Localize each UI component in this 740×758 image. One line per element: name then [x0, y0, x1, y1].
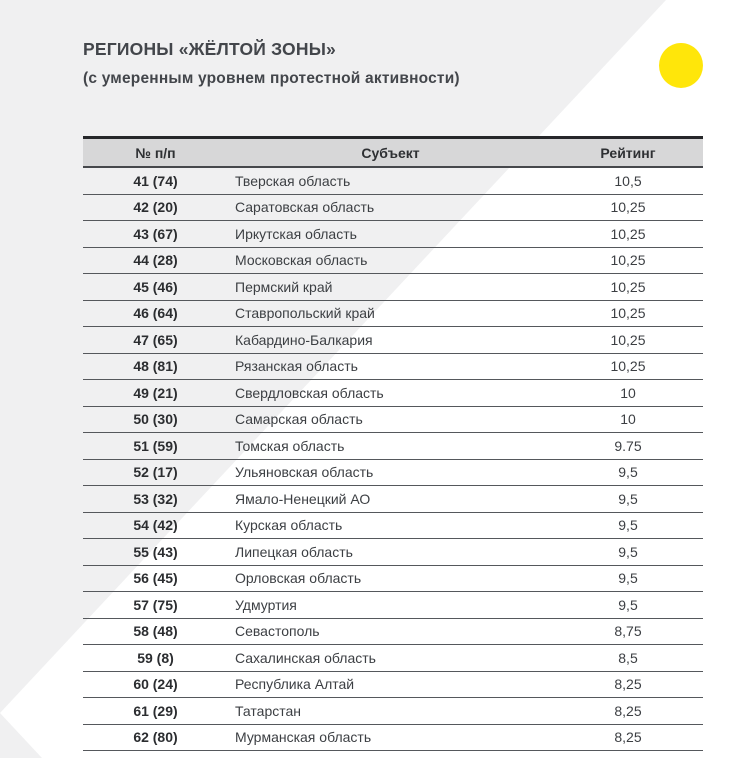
row-number-cell: 58 (48) — [133, 623, 178, 640]
subject-cell: Иркутская область — [235, 225, 357, 242]
row-number-cell: 59 (8) — [137, 649, 174, 666]
row-number-cell: 42 (20) — [133, 199, 178, 216]
table-row — [83, 566, 703, 593]
rating-cell: 10,25 — [610, 331, 646, 348]
table-row — [83, 327, 703, 354]
subject-cell: Тверская область — [235, 172, 351, 189]
table-row — [83, 433, 703, 460]
table-body — [83, 168, 703, 751]
subject-cell: Рязанская область — [235, 358, 358, 375]
table-row — [83, 460, 703, 487]
subject-cell: Томская область — [235, 437, 345, 454]
row-number-cell: 53 (32) — [133, 490, 178, 507]
column-header-rating: Рейтинг — [600, 144, 656, 161]
rating-cell: 9,5 — [618, 570, 638, 587]
row-number-cell: 55 (43) — [133, 543, 178, 560]
row-number-cell: 43 (67) — [133, 225, 178, 242]
subject-cell: Московская область — [235, 252, 368, 269]
subject-cell: Саратовская область — [235, 199, 375, 216]
table-header-row — [83, 139, 703, 168]
table-row — [83, 221, 703, 248]
table-row — [83, 380, 703, 407]
table-row — [83, 645, 703, 672]
rating-cell: 10 — [620, 411, 636, 428]
row-number-cell: 51 (59) — [133, 437, 178, 454]
rating-cell: 10,25 — [610, 358, 646, 375]
subject-cell: Ставропольский край — [235, 305, 375, 322]
row-number-cell: 56 (45) — [133, 570, 178, 587]
table-row — [83, 274, 703, 301]
table-row — [83, 354, 703, 381]
rating-cell: 9,5 — [618, 596, 638, 613]
subject-cell: Севастополь — [235, 623, 320, 640]
table-row — [83, 513, 703, 540]
row-number-cell: 50 (30) — [133, 411, 178, 428]
row-number-cell: 46 (64) — [133, 305, 178, 322]
rating-cell: 8,5 — [618, 649, 638, 666]
subject-cell: Орловская область — [235, 570, 362, 587]
row-number-cell: 61 (29) — [133, 702, 178, 719]
table-row — [83, 539, 703, 566]
subject-cell: Татарстан — [235, 702, 302, 719]
table-row — [83, 619, 703, 646]
rating-cell: 10,25 — [610, 252, 646, 269]
subject-cell: Свердловская область — [235, 384, 384, 401]
row-number-cell: 45 (46) — [133, 278, 178, 295]
row-number-cell: 60 (24) — [133, 676, 178, 693]
subject-cell: Мурманская область — [235, 729, 372, 746]
column-header-subject: Субъект — [361, 144, 420, 161]
row-number-cell: 52 (17) — [133, 464, 178, 481]
rating-cell: 10,5 — [614, 172, 642, 189]
row-number-cell: 47 (65) — [133, 331, 178, 348]
row-number-cell: 49 (21) — [133, 384, 178, 401]
subject-cell: Сахалинская область — [235, 649, 376, 666]
row-number-cell: 48 (81) — [133, 358, 178, 375]
row-number-cell: 57 (75) — [133, 596, 178, 613]
row-number-cell: 54 (42) — [133, 517, 178, 534]
table-row — [83, 486, 703, 513]
rating-cell: 8,25 — [614, 702, 642, 719]
regions-table — [83, 136, 703, 751]
title-block — [83, 41, 460, 86]
table-row — [83, 301, 703, 328]
table-row — [83, 698, 703, 725]
rating-cell: 9,5 — [618, 517, 638, 534]
rating-cell: 9,5 — [618, 464, 638, 481]
row-number-cell: 62 (80) — [133, 729, 178, 746]
subject-cell: Пермский край — [235, 278, 333, 295]
table-row — [83, 592, 703, 619]
table-row — [83, 248, 703, 275]
subject-cell: Ямало-Ненецкий АО — [235, 490, 371, 507]
page-title: РЕГИОНЫ «ЖЁЛТОЙ ЗОНЫ» — [83, 39, 336, 59]
rating-cell: 8,25 — [614, 676, 642, 693]
subject-cell: Удмуртия — [235, 596, 297, 613]
table-row — [83, 168, 703, 195]
subject-cell: Курская область — [235, 517, 343, 534]
table-row — [83, 407, 703, 434]
table-row — [83, 195, 703, 222]
rating-cell: 10,25 — [610, 199, 646, 216]
table-row — [83, 725, 703, 752]
row-number-cell: 44 (28) — [133, 252, 178, 269]
rating-cell: 10 — [620, 384, 636, 401]
table-row — [83, 672, 703, 699]
page-subtitle: (с умеренным уровнем протестной активности) — [83, 69, 460, 87]
subject-cell: Самарская область — [235, 411, 363, 428]
rating-cell: 10,25 — [610, 278, 646, 295]
yellow-zone-indicator-icon — [659, 43, 703, 88]
subject-cell: Ульяновская область — [235, 464, 374, 481]
rating-cell: 10,25 — [610, 225, 646, 242]
subject-cell: Республика Алтай — [235, 676, 355, 693]
rating-cell: 9.75 — [614, 437, 642, 454]
rating-cell: 8,25 — [614, 729, 642, 746]
rating-cell: 9,5 — [618, 490, 638, 507]
rating-cell: 9,5 — [618, 543, 638, 560]
subject-cell: Липецкая область — [235, 543, 353, 560]
column-header-number: № п/п — [135, 144, 176, 161]
rating-cell: 10,25 — [610, 305, 646, 322]
subject-cell: Кабардино-Балкария — [235, 331, 373, 348]
rating-cell: 8,75 — [614, 623, 642, 640]
row-number-cell: 41 (74) — [133, 172, 178, 189]
